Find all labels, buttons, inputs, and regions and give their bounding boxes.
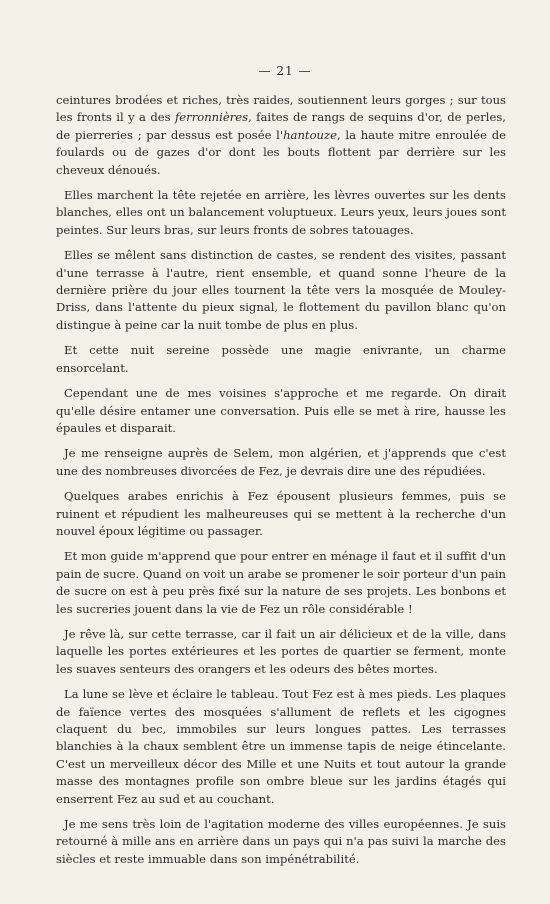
paragraph: Et mon guide m'apprend que pour entrer en ménage il faut et il suffit d'un pain de sucre. Quand on voit un arabe se promener le soir porteur d'un pain de sucre on est à peu près fixé sur la nature de ses projets. Les bonbons et les sucreries jouent dans la vie de Fez un rôle considérable ! [56, 549, 506, 616]
paragraph: ceintures brodées et riches, très raides, soutiennent leurs gorges ; sur tous les fronts il y a des ferronnières, faites de rangs de sequins d'or, de perles, de pierreries ; par dessus est posée l'hantouze, la haute mitre enroulée de foulards ou de gazes d'or dont les bouts flottent par derrière sur les cheveux dénoués. [56, 93, 506, 177]
paragraph: Quelques arabes enrichis à Fez épousent plusieurs femmes, puis se ruinent et répudient les malheureuses qui se mettent à la recherche d'un nouvel époux légitime ou passager. [56, 489, 506, 538]
paragraph: La lune se lève et éclaire le tableau. Tout Fez est à mes pieds. Les plaques de faïence vertes des mosquées s'allument de reflets et les cigognes claquent du bec, immobiles sur leurs longues pattes. Les terrasses blanchies à la chaux semblent être un immense tapis de neige étincelante. C'est un merveilleux décor des Mille et une Nuits et tout autour la grande masse des montagnes profile son ombre bleue sur les jardins étagés qui enserrent Fez au sud et au couchant. [56, 687, 506, 806]
paragraph: Elles se mêlent sans distinction de castes, se rendent des visites, passant d'une terrasse à l'autre, rient ensemble, et quand sonne l'heure de la dernière prière du jour elles tournent la tête vers la mosquée de Mouley-Driss, dans l'attente du pieux signal, le flottement du pavillon blanc qu'on distingue à peine car la nuit tombe de plus en plus. [56, 248, 506, 332]
paragraph: Et cette nuit sereine possède une magie enivrante, un charme ensorcelant. [56, 343, 506, 375]
paragraph: Je rêve là, sur cette terrasse, car il fait un air délicieux et de la ville, dans laquelle les portes extérieures et les portes de quartier se ferment, monte les suaves senteurs des orangers et les odeurs des bêtes mortes. [56, 626, 506, 676]
paragraph: Je me sens très loin de l'agitation moderne des villes européennes. Je suis retourné à mille ans en arrière dans un pays qui n'a pas suivi la marche des siècles et reste immuable dans son impénétrabilité. [56, 817, 506, 866]
paragraph: Elles marchent la tête rejetée en arrière, les lèvres ouvertes sur les dents blanches, elles ont un balancement voluptueux. Leurs yeux, leurs joues sont peintes. Sur leurs bras, sur leurs fronts de sobres tatouages. [56, 188, 506, 237]
body-text [56, 92, 506, 868]
paragraph: Cependant une de mes voisines s'approche et me regarde. On dirait qu'elle désire entamer une conversation. Puis elle se met à rire, hausse les épaules et disparait. [56, 386, 506, 435]
paragraph: Je me renseigne auprès de Selem, mon algérien, et j'apprends que c'est une des nombreuses divorcées de Fez, je devrais dire une des répudiées. [56, 446, 506, 478]
page-number: — 21 — [258, 64, 312, 78]
